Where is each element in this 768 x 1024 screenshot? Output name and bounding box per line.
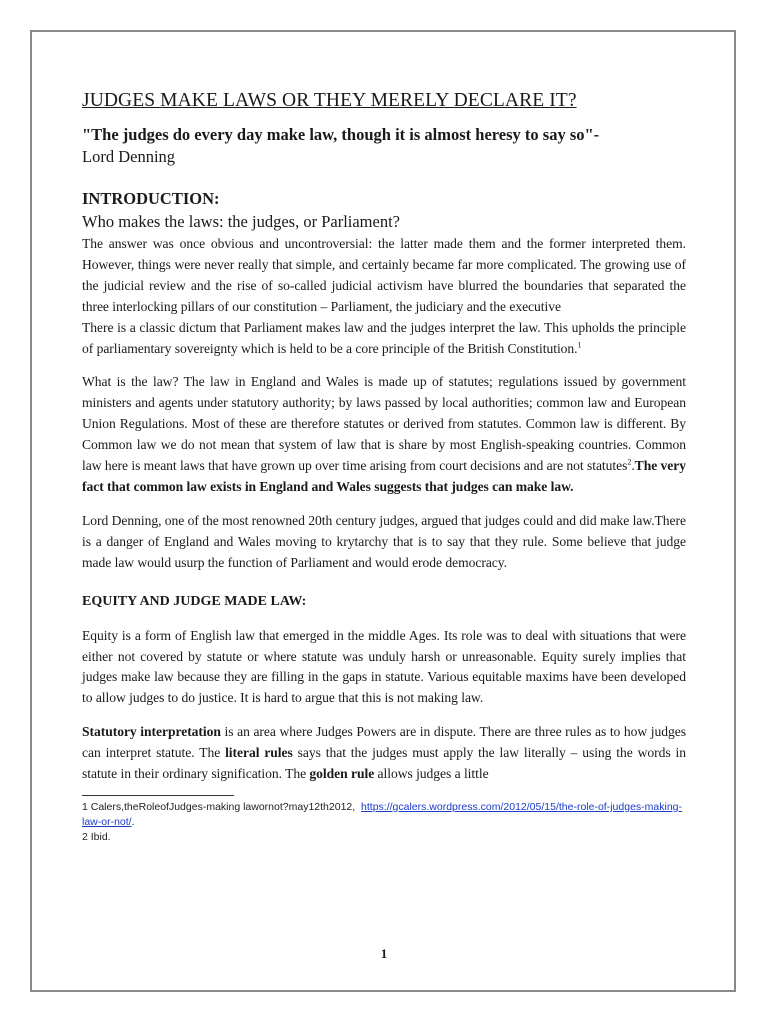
intro-subheading: Who makes the laws: the judges, or Parliament? xyxy=(82,212,400,231)
paragraph-3-period: . xyxy=(631,458,635,474)
paragraph-3-text: What is the law? The law in England and Wales is made up of statutes; regulations issued by government ministers and agents under statutory authority; by laws passed by local authorities; common law and European Union Regulations. Most of these are therefore statutes or derived from statutes. Common law is different. By Common law we do not mean that system of law that is share by most English-speaking countries. Common law here is meant laws that have grown up over time arising from court decisions and are not statutes xyxy=(82,374,686,474)
paragraph-4: Lord Denning, one of the most renowned 20th century judges, argued that judges could and did make law.There is a danger of England and Wales moving to krytarchy that is to say that they rule. Some believe that judge made law would usurp the function of Parliament and would erode democracy. xyxy=(82,512,686,570)
term-literal-rules: literal rules xyxy=(225,745,293,761)
paragraph-2 xyxy=(82,318,686,360)
paragraph-6 xyxy=(82,722,686,785)
paragraph-6-text-a: is an area where Judges Powers are in dispute. There are three rules as to how judges can interpret statute. The xyxy=(82,724,686,761)
intro-heading: INTRODUCTION: xyxy=(82,189,220,208)
paragraph-2-text: There is a classic dictum that Parliament makes law and the judges interpret the law. This upholds the principle of parliamentary sovereignty which is held to be a core principle of the British Constitution. xyxy=(82,319,686,356)
footnote-ref-1[interactable]: 1 xyxy=(577,340,582,349)
equity-heading: EQUITY AND JUDGE MADE LAW: xyxy=(82,593,307,609)
footnote-divider xyxy=(82,795,234,796)
paragraph-1: The answer was once obvious and uncontroversial: the latter made them and the former interpreted them. However, things were never really that simple, and certainly became far more complicated. The growing use of the judicial review and the rise of so-called judicial activism have blurred the boundaries that separated the three interlocking pillars of our constitution – Parliament, the judiciary and the executive xyxy=(82,236,686,314)
footnote-1-link[interactable]: https://gcalers.wordpress.com/2012/05/15/the-role-of-judges-making-law-or-not/ xyxy=(82,800,683,828)
term-statutory-interpretation: Statutory interpretation xyxy=(82,724,221,740)
footnote-ref-2[interactable]: 2 xyxy=(627,457,632,467)
paragraph-3 xyxy=(82,372,686,497)
paragraph-5: Equity is a form of English law that emerged in the middle Ages. Its role was to deal with situations that were either not covered by statute or where statute was unduly harsh or unreasonable. Equity surely implies that judges make law because they are filling in the gaps in statute. Various equitable maxims have been developed to allow judges to do justice. It is hard to argue that this is not making law. xyxy=(82,627,686,706)
document-title: JUDGES MAKE LAWS OR THEY MERELY DECLARE IT? xyxy=(82,90,577,111)
paragraph-6-text-b: says that the judges must apply the law literally – using the words in statute in their ordinary signification. The xyxy=(82,745,686,782)
paragraph-6-text-c: allows judges a little xyxy=(374,766,489,782)
paragraph-3-emphasis: The very fact that common law exists in England and Wales suggests that judges can make law. xyxy=(82,458,686,494)
footnote-1-text: 1 Calers,theRoleofJudges-making lawornot?may12th2012, xyxy=(82,800,356,813)
footnote-1-end: . xyxy=(131,815,135,828)
footnote-2: 2 Ibid. xyxy=(82,830,111,843)
epigraph-attribution: Lord Denning xyxy=(82,147,176,166)
term-golden-rule: golden rule xyxy=(309,766,375,782)
footnote-1 xyxy=(82,800,686,830)
document-body xyxy=(82,90,686,845)
page-number: 1 xyxy=(380,946,388,961)
epigraph-quote: "The judges do every day make law, though it is almost heresy to say so"- xyxy=(82,125,600,144)
